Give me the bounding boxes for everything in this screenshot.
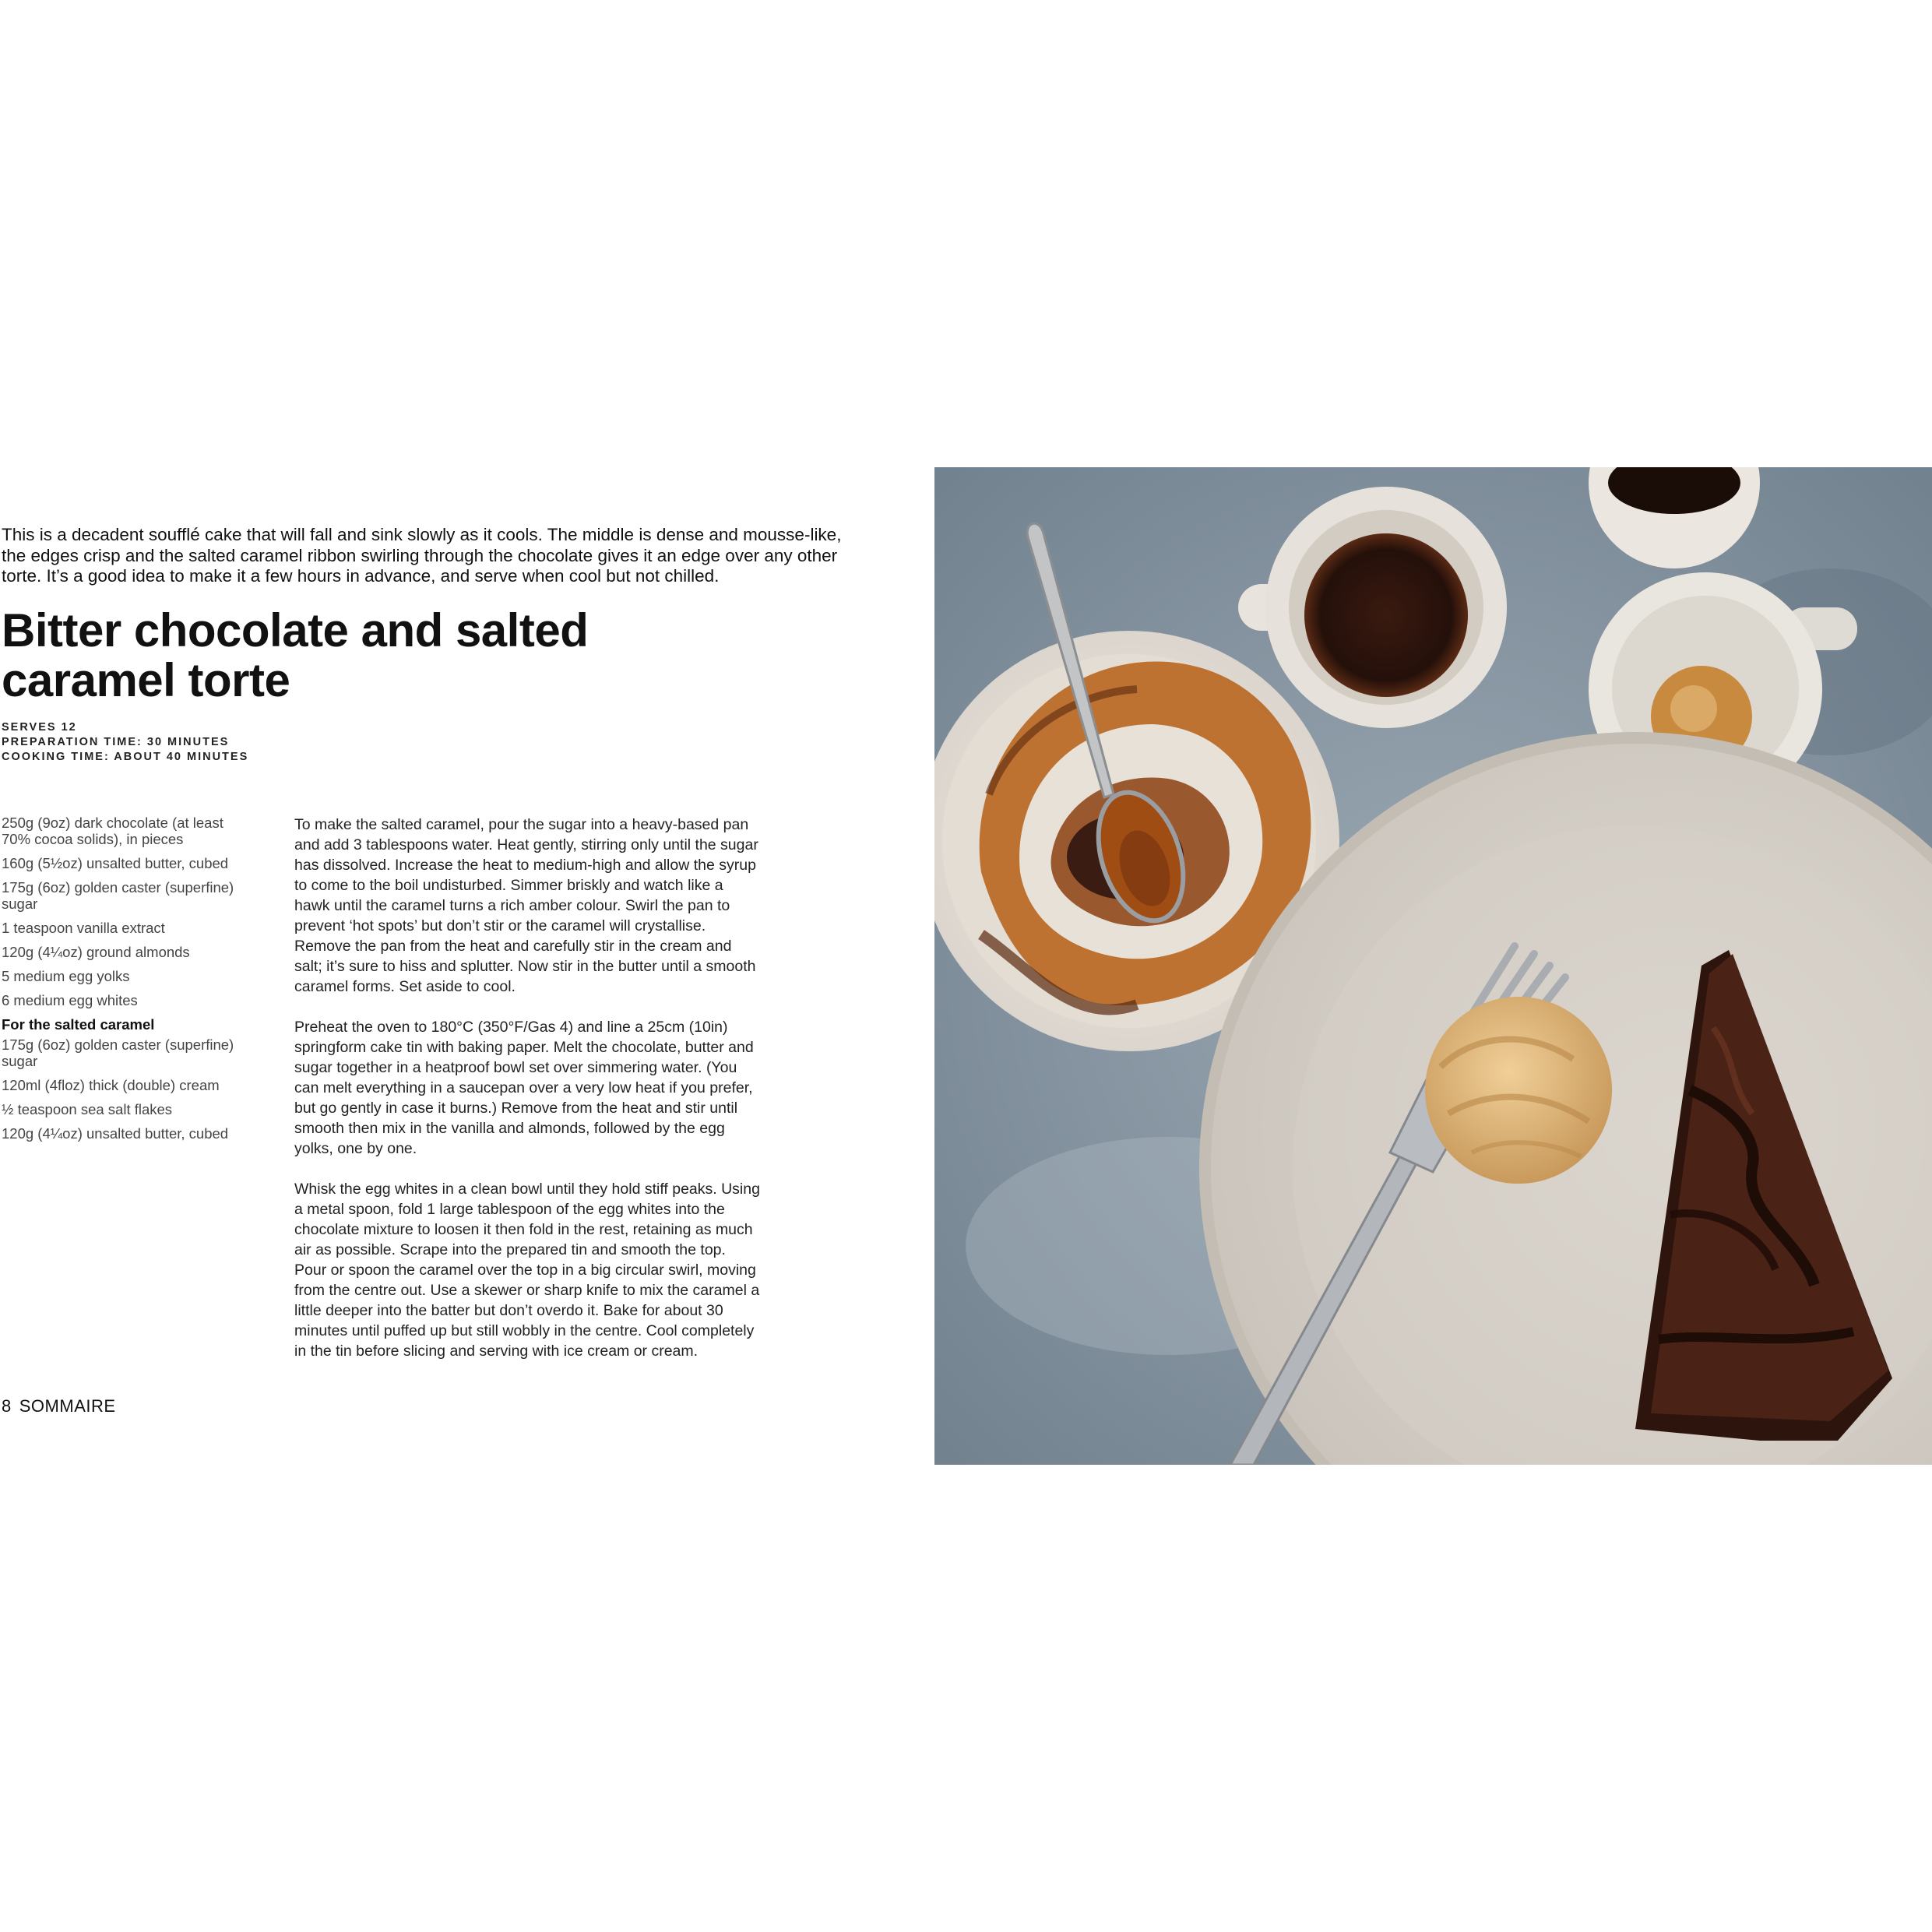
ingredient-item: 1 teaspoon vanilla extract — [2, 920, 165, 936]
recipe-title — [2, 606, 780, 706]
ice-cream-icon — [1425, 997, 1612, 1184]
ingredient-item: 160g (5½oz) unsalted butter, cubed — [2, 855, 229, 871]
page-number: 8 — [2, 1396, 12, 1416]
caramel-ingredient-item: 120ml (4floz) thick (double) cream — [2, 1077, 220, 1093]
cook-time-text: COOKING TIME: ABOUT 40 MINUTES — [2, 751, 249, 763]
page-footer — [2, 1396, 124, 1416]
ingredient-item: 120g (4¼oz) ground almonds — [2, 944, 190, 960]
caramel-ingredient-item: 175g (6oz) golden caster (superfine) sugar — [2, 1036, 234, 1069]
prep-time-text: PREPARATION TIME: 30 MINUTES — [2, 736, 230, 748]
ingredient-item: 250g (9oz) dark chocolate (at least 70% cocoa solids), in pieces — [2, 815, 223, 847]
method-step: Preheat the oven to 180°C (350°F/Gas 4) and line a 25cm (10in) springform cake tin with baking paper. Melt the chocolate, butter and sugar together in a heatproof bowl set over simmering water. (You can melt everything in a saucepan over a very low heat if you prefer, but go gently in case it burns.) Remove from the heat and stir until smooth then mix in the vanilla and almonds, followed by the egg yolks, one by one. — [294, 1019, 754, 1157]
recipe-title-line-2: caramel torte — [2, 654, 290, 706]
caramel-ingredient-item: ½ teaspoon sea salt flakes — [2, 1101, 173, 1117]
recipe-meta — [2, 720, 248, 765]
caramel-heading: For the salted caramel — [2, 1016, 155, 1033]
caramel-ingredient-item: 120g (4¼oz) unsalted butter, cubed — [2, 1125, 229, 1142]
method-section — [294, 815, 762, 1381]
ingredient-item: 175g (6oz) golden caster (superfine) sugar — [2, 879, 234, 912]
ingredients-list — [2, 815, 235, 1149]
serves-text: SERVES 12 — [2, 721, 77, 734]
ingredient-item: 6 medium egg whites — [2, 992, 138, 1008]
method-step: Whisk the egg whites in a clean bowl until they hold stiff peaks. Using a metal spoon, fold 1 large tablespoon of the egg whites into the chocolate mixture to loosen it then fold in the rest, retaining as much air as possible. Scrape into the prepared tin and smooth the top. Pour or spoon the caramel over the top in a big circular swirl, moving from the centre out. Use a skewer or sharp knife to mix the caramel a little deeper into the batter but don’t overdo it. Bake for about 30 minutes until puffed up but still wobbly in the centre. Cool completely in the tin before slicing and serving with ice cream or cream. — [294, 1181, 760, 1360]
method-step: To make the salted caramel, pour the sugar into a heavy-based pan and add 3 tablespoons water. Heat gently, stirring only until the sugar has dissolved. Increase the heat to medium-high and allow the syrup to come to the boil undisturbed. Simmer briskly and watch like a hawk until the caramel turns a rich amber colour. Swirl the pan to prevent ‘hot spots’ but don’t stir or the caramel will crystallise. Remove the pan from the heat and carefully stir in the cream and salt; it’s sure to hiss and splutter. Now stir in the butter until a smooth caramel forms. Set aside to cool. — [294, 816, 758, 995]
intro-paragraph: This is a decadent soufflé cake that will fall and sink slowly as it cools. The middle is dense and mousse-like, the edges crisp and the salted caramel ribbon swirling through the chocolate gives it an edge over any other torte. It’s a good idea to make it a few hours in advance, and serve when cool but not chilled. — [2, 525, 842, 586]
recipe-photo — [934, 467, 1932, 1465]
ingredient-item: 5 medium egg yolks — [2, 968, 130, 984]
section-name: SOMMAIRE — [19, 1396, 116, 1416]
recipe-title-line-1: Bitter chocolate and salted — [2, 604, 589, 656]
